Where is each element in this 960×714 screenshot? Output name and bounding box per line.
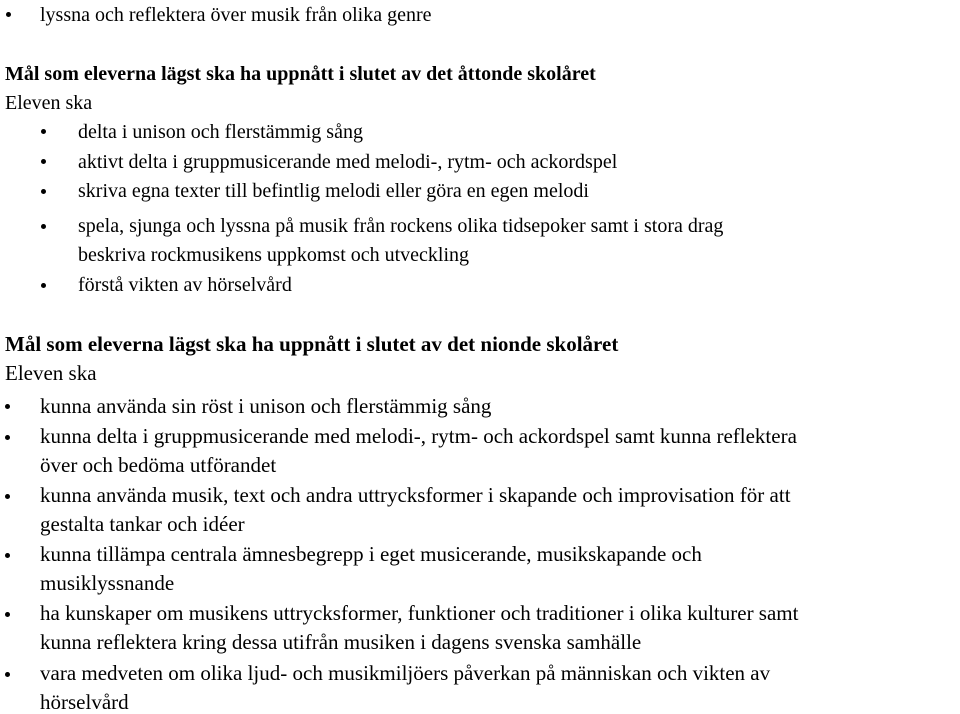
bullet-icon	[5, 494, 10, 499]
list-item: kunna använda musik, text och andra uttrycksformer i skapande och improvisation för att	[40, 483, 791, 507]
bullet-icon	[5, 612, 10, 617]
bullet-icon	[41, 224, 46, 229]
list-item: aktivt delta i gruppmusicerande med melodi-, rytm- och ackordspel	[78, 151, 618, 173]
list-item: kunna delta i gruppmusicerande med melodi-, rytm- och ackordspel samt kunna reflektera	[40, 424, 797, 448]
list-item: ha kunskaper om musikens uttrycksformer, funktioner och traditioner i olika kulturer samt	[40, 601, 799, 625]
section-subheading: Eleven ska	[5, 92, 93, 114]
intro-list-item: lyssna och reflektera över musik från olika genre	[40, 4, 432, 26]
bullet-icon	[5, 553, 10, 558]
list-item: delta i unison och flerstämmig sång	[78, 121, 363, 143]
bullet-icon	[41, 129, 46, 134]
list-item-continuation: musiklyssnande	[40, 571, 175, 595]
list-item-continuation: beskriva rockmusikens uppkomst och utveckling	[78, 244, 470, 266]
section-heading: Mål som eleverna lägst ska ha uppnått i slutet av det åttonde skolåret	[5, 63, 596, 85]
list-item: spela, sjunga och lyssna på musik från rockens olika tidsepoker samt i stora drag	[78, 215, 724, 237]
bullet-icon	[41, 189, 46, 194]
bullet-icon	[5, 672, 10, 677]
list-item: förstå vikten av hörselvård	[78, 274, 292, 296]
list-item-continuation: kunna reflektera kring dessa utifrån musiken i dagens svenska samhälle	[40, 630, 642, 654]
list-item: kunna använda sin röst i unison och flerstämmig sång	[40, 394, 492, 418]
section-subheading: Eleven ska	[5, 361, 97, 385]
list-item-continuation: över och bedöma utförandet	[40, 453, 277, 477]
bullet-icon	[5, 435, 10, 440]
list-item-continuation: hörselvård	[40, 690, 129, 714]
list-item: kunna tillämpa centrala ämnesbegrepp i eget musicerande, musikskapande och	[40, 542, 702, 566]
section-heading: Mål som eleverna lägst ska ha uppnått i slutet av det nionde skolåret	[5, 332, 619, 356]
list-item: skriva egna texter till befintlig melodi eller göra en egen melodi	[78, 180, 589, 202]
bullet-icon	[41, 159, 46, 164]
bullet-icon	[41, 283, 46, 288]
list-item-continuation: gestalta tankar och idéer	[40, 512, 245, 536]
bullet-icon	[6, 12, 11, 17]
list-item: vara medveten om olika ljud- och musikmiljöers påverkan på människan och vikten av	[40, 661, 771, 685]
bullet-icon	[5, 404, 10, 409]
